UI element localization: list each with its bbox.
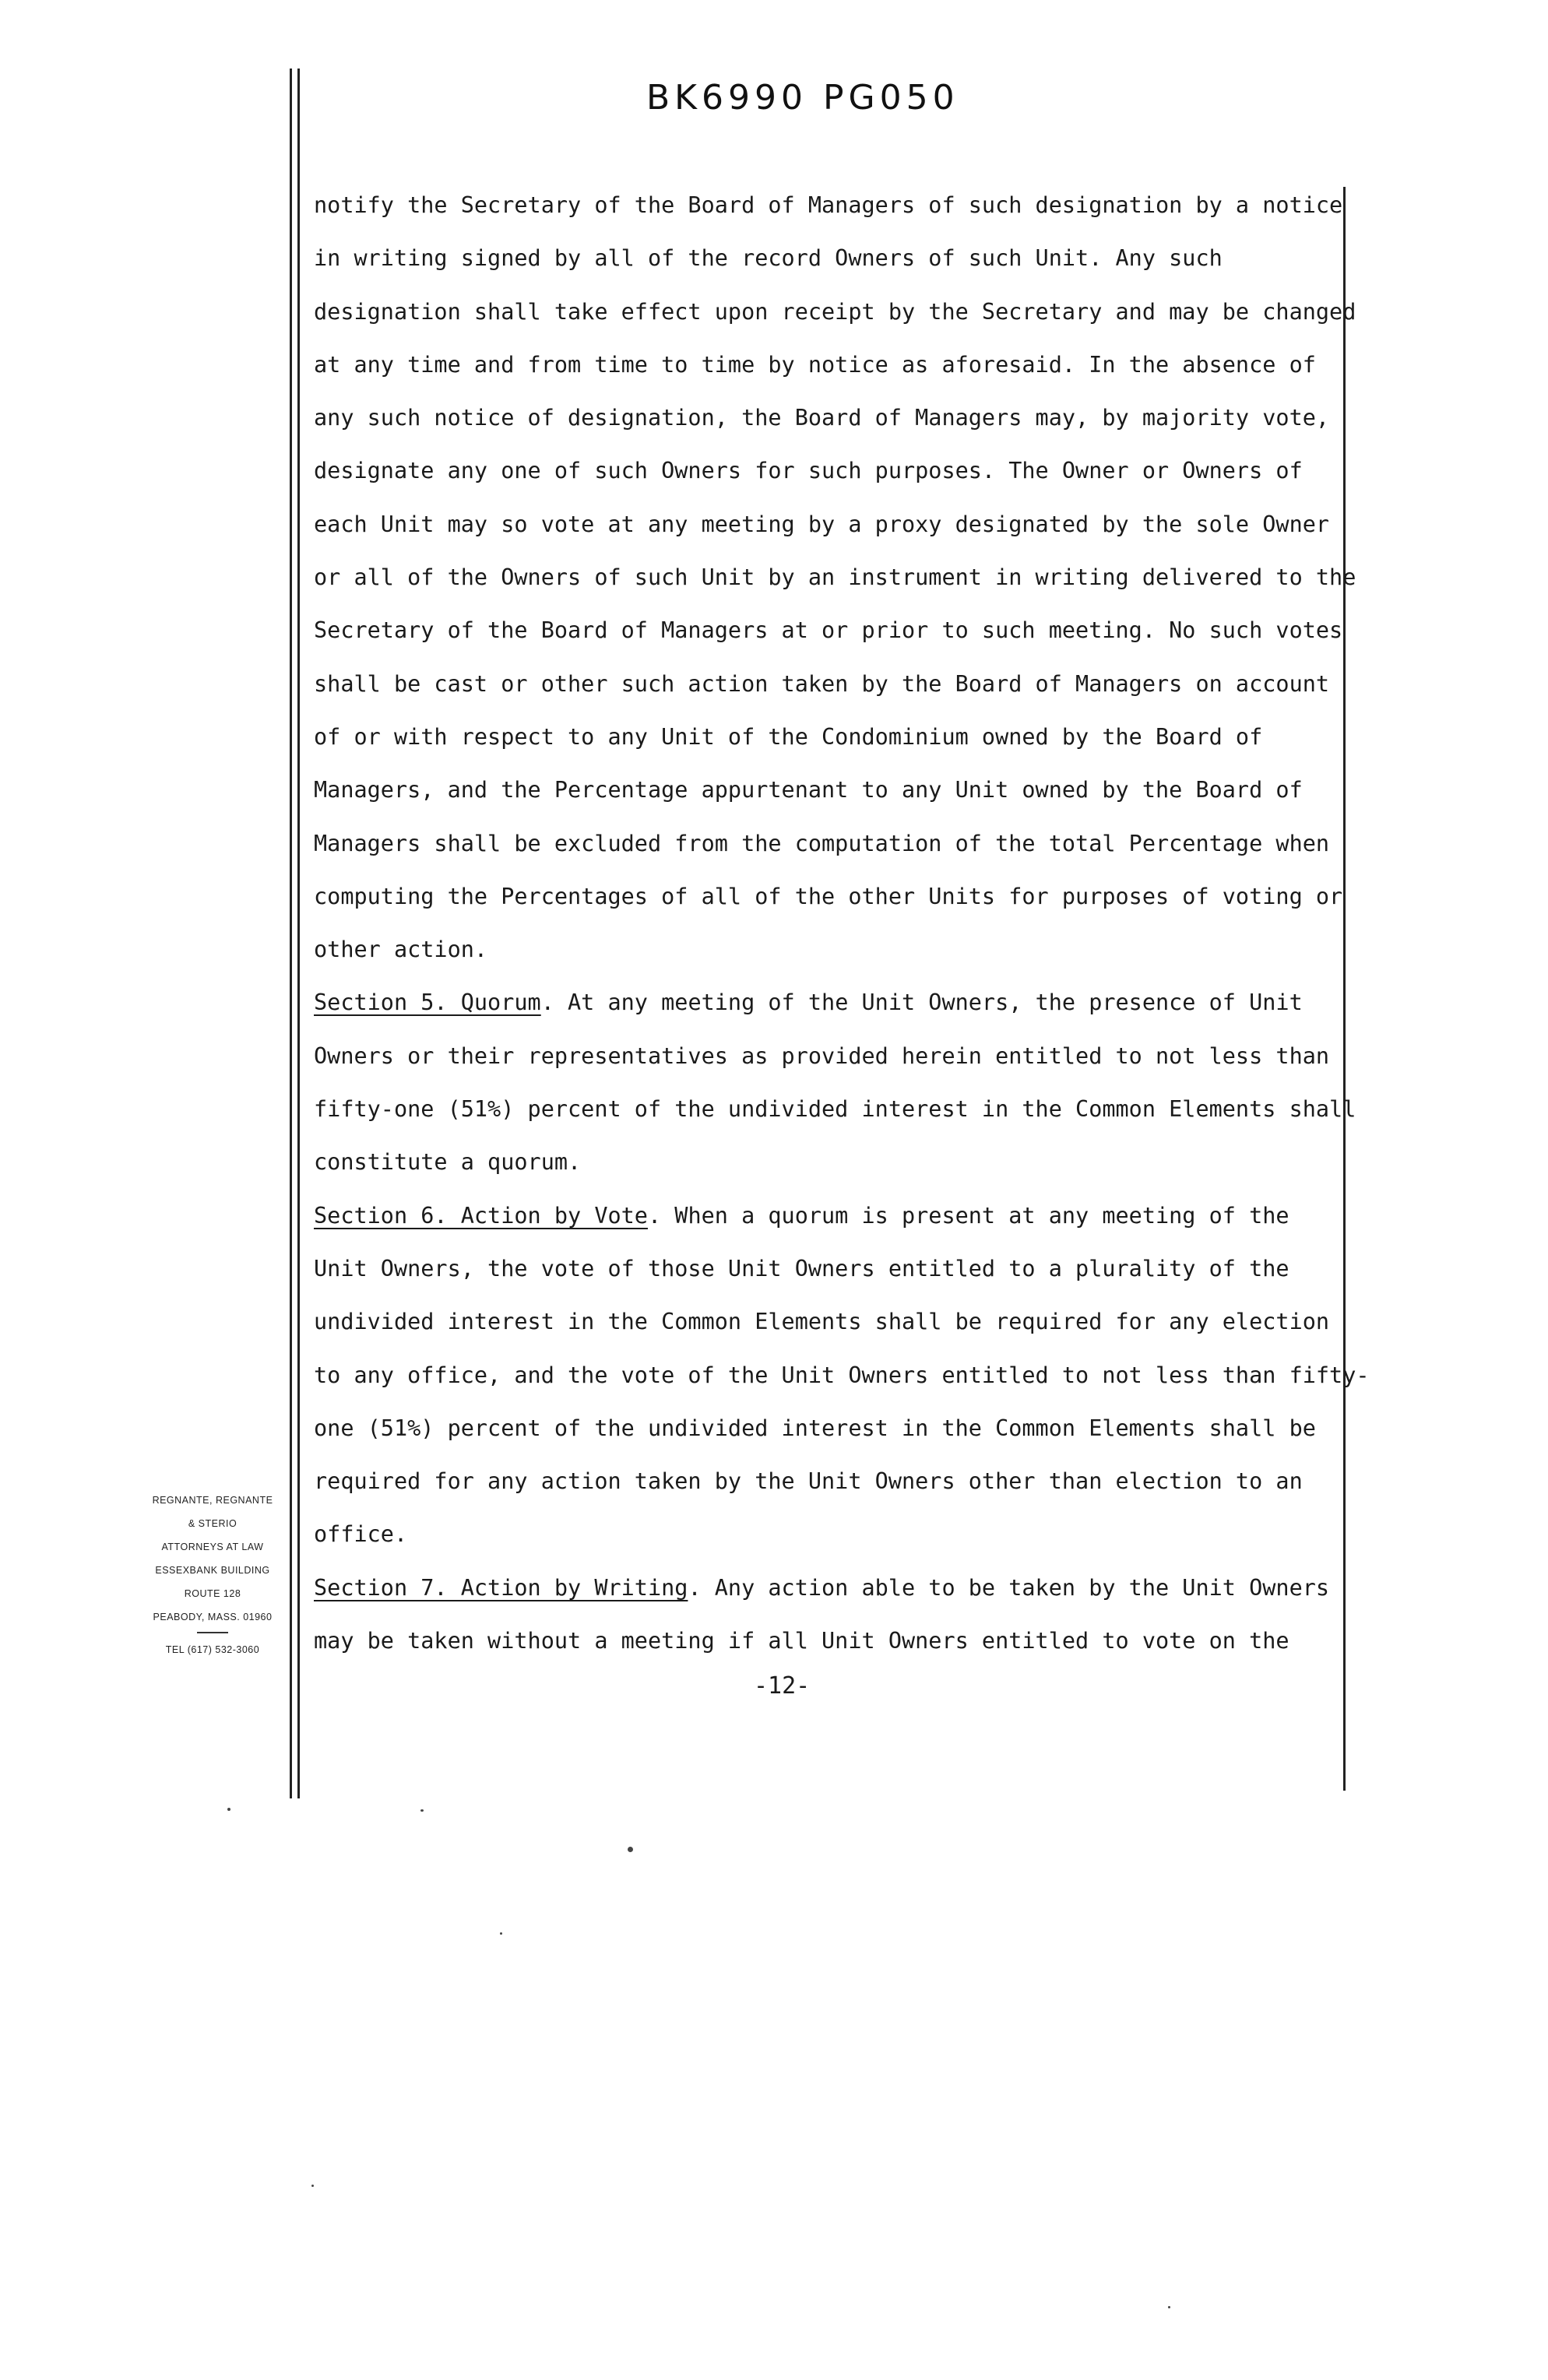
body-line: undivided interest in the Common Elements shall be required for any election <box>314 1309 1330 1335</box>
section-6-line <box>314 1190 1349 1243</box>
letterhead-firm: REGNANTE, REGNANTE <box>152 1495 273 1506</box>
law-firm-letterhead <box>142 1489 283 1661</box>
body-line: each Unit may so vote at any meeting by a proxy designated by the sole Owner <box>314 511 1330 537</box>
body-line: designation shall take effect upon receipt by the Secretary and may be changed <box>314 298 1356 325</box>
letterhead-city: PEABODY, MASS. 01960 <box>153 1612 273 1622</box>
scan-speck <box>227 1808 230 1811</box>
section-6-text: . When a quorum is present at any meeting of the <box>647 1202 1289 1229</box>
body-line: Managers, and the Percentage appurtenant to any Unit owned by the Board of <box>314 777 1303 803</box>
section-5-heading: Section 5. Quorum <box>314 990 541 1016</box>
scan-speck <box>311 2185 314 2187</box>
section-5-text: . At any meeting of the Unit Owners, the presence of Unit <box>540 990 1303 1016</box>
body-line: or all of the Owners of such Unit by an instrument in writing delivered to the <box>314 564 1356 591</box>
body-line: Secretary of the Board of Managers at or prior to such meeting. No such votes <box>314 617 1343 644</box>
body-line: Owners or their representatives as provided herein entitled to not less than <box>314 1042 1330 1069</box>
body-line: fifty-one (51%) percent of the undivided interest in the Common Elements shall <box>314 1096 1356 1123</box>
page-number: -12- <box>754 1672 811 1700</box>
scan-speck <box>628 1847 633 1852</box>
margin-rule-left-inner <box>297 69 300 1798</box>
body-line: designate any one of such Owners for such purposes. The Owner or Owners of <box>314 458 1303 484</box>
letterhead-route: ROUTE 128 <box>184 1588 241 1599</box>
section-5-line <box>314 976 1349 1029</box>
body-line: Unit Owners, the vote of those Unit Owners entitled to a plurality of the <box>314 1255 1289 1281</box>
scan-speck <box>1168 2306 1170 2308</box>
body-line: one (51%) percent of the undivided interest in the Common Elements shall be <box>314 1415 1316 1441</box>
section-7-heading: Section 7. Action by Writing <box>314 1574 688 1601</box>
section-7-line <box>314 1562 1349 1615</box>
body-line: Managers shall be excluded from the computation of the total Percentage when <box>314 830 1330 856</box>
scan-speck <box>500 1932 502 1935</box>
body-line: of or with respect to any Unit of the Condominium owned by the Board of <box>314 723 1263 750</box>
body-line: in writing signed by all of the record Owners of such Unit. Any such <box>314 245 1223 272</box>
letterhead-firm-2: & STERIO <box>188 1518 237 1529</box>
body-line: any such notice of designation, the Board of Managers may, by majority vote, <box>314 405 1330 431</box>
body-line: office. <box>314 1521 408 1548</box>
letterhead-building: ESSEXBANK BUILDING <box>155 1565 270 1576</box>
letterhead-divider <box>197 1632 228 1633</box>
body-line: other action. <box>314 937 488 963</box>
body-line: to any office, and the vote of the Unit Owners entitled to not less than fifty- <box>314 1362 1370 1388</box>
section-7-text: . Any action able to be taken by the Unit Owners <box>688 1574 1330 1601</box>
letterhead-title: ATTORNEYS AT LAW <box>161 1542 264 1552</box>
body-line: shall be cast or other such action taken by the Board of Managers on account <box>314 670 1330 697</box>
document-body <box>314 179 1370 1668</box>
body-line: notify the Secretary of the Board of Managers of such designation by a notice <box>314 192 1343 218</box>
body-line: computing the Percentages of all of the other Units for purposes of voting or <box>314 883 1343 909</box>
book-page-header: BK6990 PG050 <box>646 78 959 118</box>
body-line: may be taken without a meeting if all Unit Owners entitled to vote on the <box>314 1628 1289 1654</box>
section-6-heading: Section 6. Action by Vote <box>314 1202 648 1229</box>
margin-rule-left-outer <box>290 69 292 1798</box>
body-line: required for any action taken by the Unit Owners other than election to an <box>314 1468 1303 1495</box>
letterhead-phone: TEL (617) 532-3060 <box>165 1644 260 1655</box>
body-line: constitute a quorum. <box>314 1149 582 1176</box>
scan-speck <box>420 1809 424 1812</box>
body-line: at any time and from time to time by notice as aforesaid. In the absence of <box>314 351 1316 378</box>
